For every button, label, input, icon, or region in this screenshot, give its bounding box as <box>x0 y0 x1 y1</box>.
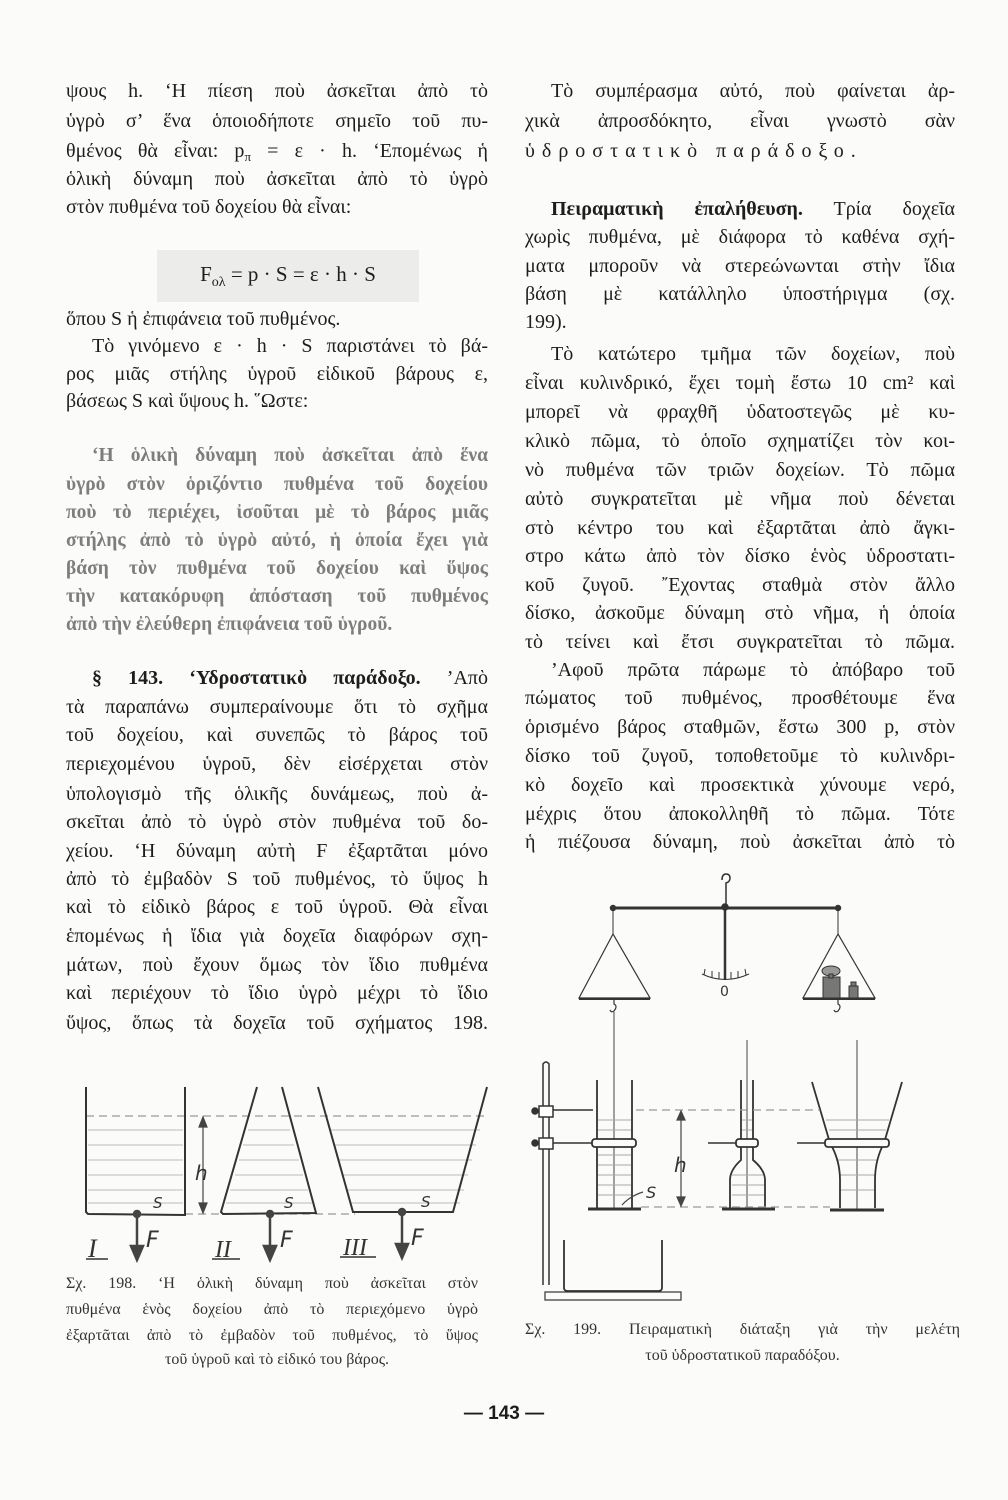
label-s-2: S <box>284 1194 294 1212</box>
formula-lhs-subscript: ολ <box>211 275 226 290</box>
stand <box>532 1062 825 1285</box>
text-line: μέχρις ὅτου ἀποκολληθῆ τὸ πῶμα. Τότε <box>525 803 955 825</box>
text-line: ἀπὸ τὸ ἐμβαδὸν S τοῦ πυθμένος, τὸ ὕψος h <box>66 868 488 890</box>
text-line: χικὰ ἀπροσδόκητο, εἶναι γνωστὸ σὰν <box>525 110 955 132</box>
numeral-underlines <box>86 1257 376 1259</box>
label-h: h <box>195 1161 208 1185</box>
section-heading: § 143. ‘Υδροστατικὸ παράδοξο. <box>92 667 421 689</box>
text-line: τοῦ δοχείου, καὶ συνεπῶς τὸ βάρος τοῦ <box>66 724 488 746</box>
rule-statement-line: ποὺ τὸ περιέχει, ἰσοῦται μὲ τὸ βάρος μιᾶς <box>66 502 488 523</box>
label-h-199: h <box>674 1153 687 1177</box>
text-line: εἶναι κυλινδρικό, ἔχει τομὴ ἔστω 10 cm² καὶ <box>525 372 955 394</box>
label-s-3: S <box>421 1193 431 1211</box>
h-arrow-198 <box>199 1117 207 1213</box>
label-F-3: F <box>411 1226 424 1251</box>
text-line: στρο κάτω ἀπὸ τὸν δίσκο ἑνὸς ὑδροστατι- <box>525 545 955 567</box>
scale-ticks <box>704 969 746 979</box>
text-line: ὑπολογισμὸ τῆς ὁλικῆς δυνάμεως, ποὺ ἀ- <box>66 783 488 805</box>
text-line: μπορεῖ νὰ φραχθῆ ὑδατοστεγῶς μὲ κυ- <box>525 401 955 423</box>
text-line: Τὸ κατώτερο τμῆμα τῶν δοχείων, ποὺ <box>551 343 955 365</box>
text-line: μάτων, ποὺ ἔχουν ὅμως τὸν ἴδιο πυθμένα <box>66 954 488 976</box>
text-line: κὸ δοχεῖο καὶ προσεκτικὰ χύνουμε νερό, <box>525 774 955 796</box>
text-line: ματα μποροῦν νὰ στερεώνωνται στὴν ἴδια <box>525 255 955 277</box>
text-line: ἡ πιέζουσα δύναμη, ποὺ ἀσκεῖται ἀπὸ τὸ <box>525 831 955 853</box>
strings <box>614 1012 857 1210</box>
text-line: βάσεως S καὶ ὕψους h. ῞Ωστε: <box>66 390 309 412</box>
text-line: τὰ παραπάνω συμπεραίνουμε ὅτι τὸ σχῆμα <box>66 696 488 718</box>
text-line: στὸ κέντρο του καὶ ἐξαρτᾶται ἀπὸ ἄγκι- <box>525 517 955 539</box>
text-line: ὑγρὸ σ’ ἕνα ὁποιοδήποτε σημεῖο τοῦ πυ- <box>66 110 488 132</box>
label-s-1: S <box>153 1194 163 1212</box>
text-segment: θμένος θὰ εἶναι: p <box>66 140 245 162</box>
experiment-heading: Πειραματικὴ ἐπαλήθευση. <box>551 198 803 220</box>
figure-199-caption-line: τοῦ ὑδροστατικοῦ παραδόξου. <box>645 1347 840 1364</box>
text-line: ὁλικὴ δύναμη ποὺ ἀσκεῖται ἀπὸ τὸ ὑγρὸ <box>66 168 488 190</box>
text-line: Τὸ γινόμενο ε · h · S παριστάνει τὸ βά- <box>92 335 488 357</box>
figure-198-caption-line: Σχ. 198. ‘Η ὁλικὴ δύναμη ποὺ ἀσκεῖται στὸν <box>66 1275 478 1292</box>
label-II: II <box>215 1237 231 1263</box>
text-line: δίσκο τοῦ ζυγοῦ, τοποθετοῦμε τὸ κυλινδρι- <box>525 745 955 767</box>
vessels-199 <box>545 1080 902 1300</box>
text-line: νὸ πυθμένα τῶν τριῶν δοχείων. Τὸ πῶμα <box>525 459 955 481</box>
text-line: ὕψος, ὅπως τὰ δοχεῖα τοῦ σχήματος 198. <box>66 1012 488 1034</box>
text-line: σκεῖται ἀπὸ τὸ ὑγρὸ στὸν πυθμένα τοῦ δο- <box>66 811 488 833</box>
label-III: III <box>343 1235 367 1261</box>
spaced-term: ὑδροστατικὸ παράδοξο. <box>525 140 863 162</box>
water-hatching-198 <box>88 1130 480 1203</box>
text-line: Τὸ συμπέρασμα αὐτό, ποὺ φαίνεται ἀρ- <box>551 80 955 102</box>
text-line: τὸ τείνει καὶ ἔτσι συγκρατεῖται τὸ πῶμα. <box>525 631 955 653</box>
label-F-2: F <box>280 1228 293 1253</box>
text-line: ὁρισμένο βάρος σταθμῶν, ἔστω 300 p, στὸν <box>525 716 955 738</box>
text-line: δίσκο, ἀσκοῦμε δύναμη στὸ νῆμα, ἡ ὁποία <box>525 602 955 624</box>
text-line: ἑπομένως ἡ ἴδια γιὰ δοχεῖα διαφόρων σχη- <box>66 925 488 947</box>
scale-zero: 0 <box>720 984 729 1000</box>
formula <box>157 262 419 291</box>
rule-statement-line: βάση τὸν πυθμένα τοῦ δοχείου καὶ ὕψος <box>66 558 488 579</box>
text-line <box>66 139 488 163</box>
level-lines-199 <box>636 1110 830 1207</box>
text-line: κλικὸ πῶμα, τὸ ὁποῖο σχηματίζει τὸν κοι- <box>525 430 955 452</box>
text-line: ὅπου S ἡ ἐπιφάνεια τοῦ πυθμένος. <box>66 308 341 330</box>
water-hatching-199 <box>598 1120 889 1195</box>
formula-rhs: = p · S = ε · h · S <box>225 262 376 286</box>
rule-statement-line: στήλης ἀπὸ τὸ ὑγρὸ αὐτό, ἡ ὁποία ἔχει γιὰ <box>66 530 488 551</box>
subscript: π <box>244 149 252 164</box>
experiment-first-line <box>551 197 955 221</box>
balance-scale <box>579 874 875 1012</box>
label-s-199: S <box>646 1183 657 1202</box>
text-line: βάση μὲ κατάλληλο ὑποστήριγμα (σχ. <box>525 283 955 305</box>
formula-box <box>157 250 419 302</box>
level-lines-198 <box>86 1116 487 1214</box>
text-line: ρος μιᾶς στήλης ὑγροῦ εἰδικοῦ βάρους ε, <box>66 363 488 385</box>
formula-lhs: F <box>200 262 212 286</box>
text-line: στὸν πυθμένα τοῦ δοχείου θὰ εἶναι: <box>66 196 352 218</box>
text-line: περιεχομένου ὑγροῦ, δὲν εἰσέρχεται στὸν <box>66 753 488 775</box>
label-I: I <box>88 1234 97 1263</box>
text-line: 199). <box>525 311 567 333</box>
label-F-1: F <box>146 1228 159 1253</box>
figure-198-caption-line: ἐξαρτᾶται ἀπὸ τὸ ἐμβαδὸν τοῦ πυθμένος, τὸ ὕψος <box>66 1327 478 1344</box>
rule-statement-line: ‘Η ὁλικὴ δύναμη ποὺ ἀσκεῖται ἀπὸ ἕνα <box>92 445 488 466</box>
text-line: χωρὶς πυθμένα, μὲ διάφορα τὸ καθένα σχή- <box>525 226 955 248</box>
h-arrow-199 <box>622 1111 685 1206</box>
figure-198-caption-line: τοῦ ὑγροῦ καὶ τὸ εἰδικό του βάρος. <box>164 1351 390 1368</box>
text-segment: Τρία δοχεῖα <box>802 198 955 220</box>
rule-statement-line: ἀπὸ τὴν ἐλεύθερη ἐπιφάνεια τοῦ ὑγροῦ. <box>66 614 393 635</box>
text-line: κοῦ ζυγοῦ. ῎Εχοντας σταθμὰ στὸν ἄλλο <box>525 574 955 596</box>
force-arrows-198 <box>131 1209 408 1260</box>
text-line: ’Αφοῦ πρῶτα πάρωμε τὸ ἀπόβαρο τοῦ <box>551 659 955 681</box>
figure-199-caption-line: Σχ. 199. Πειραματικὴ διάταξη γιὰ τὴν μελέτη <box>525 1321 960 1338</box>
rule-statement-line: τὴν κατακόρυφη ἀπόσταση τοῦ πυθμένος <box>66 586 488 607</box>
text-segment: ’Απὸ <box>420 667 488 689</box>
section-first-line <box>92 666 488 690</box>
text-line: αὐτὸ συγκρατεῖται μὲ νῆμα ποὺ δένεται <box>525 488 955 510</box>
page-number: — 143 — <box>463 1403 545 1424</box>
vessels-198 <box>86 1087 487 1215</box>
text-line: ψους h. ‘Η πίεση ποὺ ἀσκεῖται ἀπὸ τὸ <box>66 80 488 102</box>
text-line: χείου. ‘Η δύναμη αὐτὴ F ἐξαρτᾶται μόνο <box>66 840 488 862</box>
rule-statement-line: ὑγρὸ στὸν ὁριζόντιο πυθμένα τοῦ δοχείου <box>66 474 488 495</box>
scale-hook-icon <box>722 874 730 907</box>
figure-198-caption-line: πυθμένα ἑνὸς δοχείου ἀπὸ τὸ περιεχόμενο ὑγρὸ <box>66 1301 478 1318</box>
text-line: καὶ τὸ εἰδικὸ βάρος ε τοῦ ὑγροῦ. Θὰ εἶναι <box>66 896 488 918</box>
text-line: πώματος τοῦ πυθμένος, προσθέτουμε ἕνα <box>525 687 955 709</box>
text-segment: = ε · h. ‘Επομένως ἡ <box>251 140 488 162</box>
text-line: καὶ περιέχουν τὸ ἴδιο ὑγρὸ μέχρι τὸ ἴδιο <box>66 982 488 1004</box>
weights-icon <box>822 966 858 998</box>
